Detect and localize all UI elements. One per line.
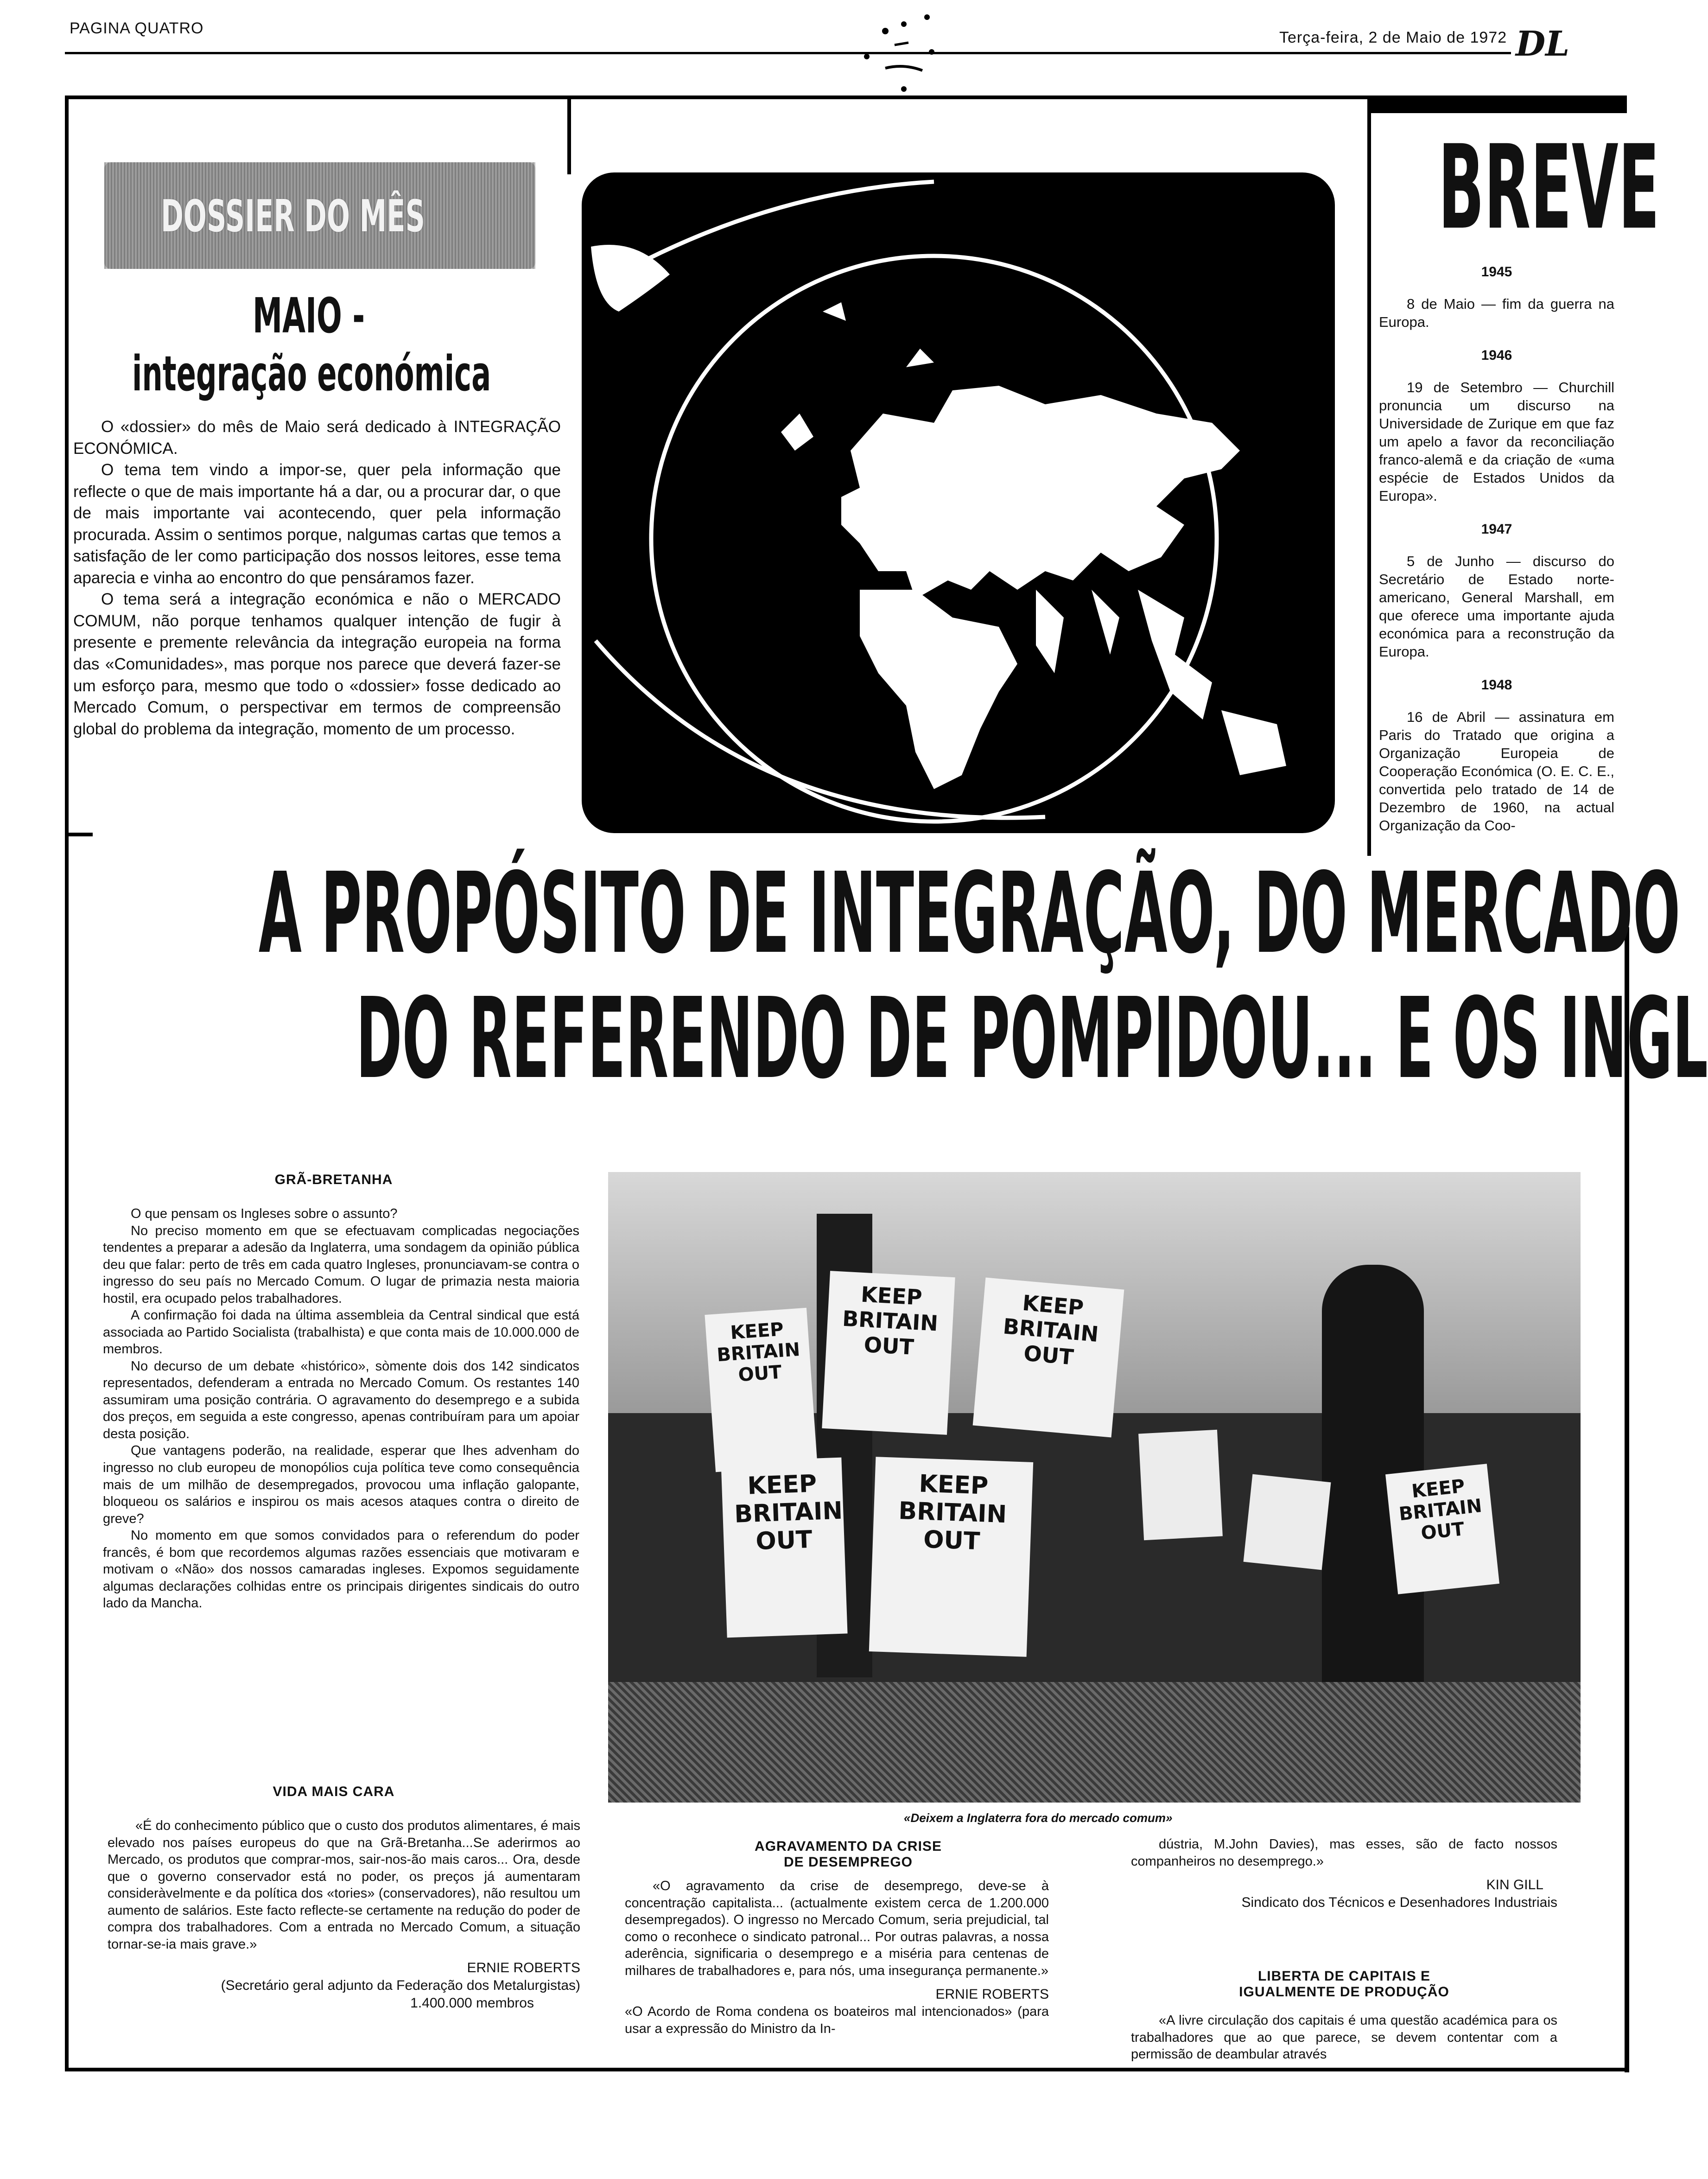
- kin-text: dústria, M.John Davies), mas esses, são de facto nossos companheiros no desemprego.»: [1131, 1837, 1557, 1869]
- vida-subhead: VIDA MAIS CARA: [273, 1784, 395, 1799]
- agrav-subhead-line1: AGRAVAMENTO DA CRISE: [755, 1839, 942, 1854]
- headline-line2: DO REFERENDO DE POMPIDOU... E OS INGL: [356, 974, 1708, 1103]
- liberdade-subhead: [1131, 1969, 1557, 2000]
- frame-top-rule: [65, 96, 1627, 99]
- vida-signature-members: 1.400.000 membros: [410, 1995, 534, 2011]
- liberdade-subhead-line2: IGUALMENTE DE PRODUÇÃO: [1239, 1984, 1449, 2000]
- newspaper-logo: DL: [1516, 24, 1570, 64]
- breve-chronology: [1379, 263, 1614, 835]
- vida-body: [108, 1817, 580, 2012]
- breve-year: 1948: [1481, 677, 1512, 693]
- protest-sign: KEEP BRITAIN OUT: [973, 1278, 1124, 1438]
- breve-title-bar: [1371, 99, 1660, 255]
- page-header: [0, 0, 1632, 64]
- breve-year: 1947: [1481, 522, 1512, 537]
- liberdade-subhead-line1: LIBERTA DE CAPITAIS E: [1257, 1969, 1431, 1984]
- breve-year: 1946: [1481, 347, 1512, 363]
- frame-left-rule: [65, 96, 69, 2071]
- protest-sign: KEEP BRITAIN OUT: [1385, 1464, 1499, 1594]
- globe-illustration: [582, 172, 1335, 833]
- protest-photo: [608, 1172, 1581, 1803]
- gb-paragraph: No momento em que somos convidados para o referendum do poder francês, é bom que recordemos algumas razões essenciais que motivaram e motivam o «Não» dos nossos camaradas ingleses. Expomos seguidamente algumas declarações colhidas entre os principais dirigentes sindicais do outro lado da Mancha.: [103, 1528, 579, 1611]
- gb-paragraph: No preciso momento em que se efectuavam complicadas negociações tendentes a preparar a adesão da Inglaterra, uma sondagem da opinião pública deu que falar: perto de três em cada quatro Ingleses, pronunciavam-se contra o ingresso do seu país no Mercado Comum. O lugar de primazia nesta maioria hostil, era ocupado pelos trabalhadores.: [103, 1223, 579, 1306]
- liberdade-body: [1131, 2012, 1557, 2063]
- agrav-subhead: [626, 1839, 1071, 1870]
- page-label: PAGINA QUATRO: [70, 19, 204, 37]
- agrav-text: «O agravamento da crise de desemprego, deve-se à concentração capitalista... (actualmente existem cerca de 1.200.000 desempregados). O ingresso no Mercado Comum, seria prejudicial, tal como o reconhece o sindicato patronal... Por outras palavras, a nossa aderência, significaria o desemprego e a miséria para centenas de milhares de trabalhadores e, para nós, uma insegurança permanente.»: [625, 1879, 1049, 1978]
- gb-paragraph: Que vantagens poderão, na realidade, esperar que lhes advenham do ingresso no club europeu de monopólios cuja política teve como consequência mais de um milhão de desempregados, provocou uma inflação galopante, bloqueou os salários e inspirou os mais acesos ataques contra o direito de greve?: [103, 1443, 579, 1526]
- kin-signature: KIN GILL: [1486, 1877, 1543, 1893]
- header-ornament: [857, 10, 941, 80]
- headline-line1: A PROPÓSITO DE INTEGRAÇÃO, DO MERCADO: [259, 848, 1681, 978]
- gb-body: [103, 1205, 579, 1612]
- dossier-title-line1: MAIO -: [253, 287, 365, 344]
- protest-sign: KEEP BRITAIN OUT: [822, 1271, 955, 1435]
- dossier-title: [74, 287, 565, 408]
- dossier-paragraph: O tema tem vindo a impor-se, quer pela informação que reflecte o que de mais importante há a dar, ou a procurar dar, o que de mais importante vai acontecendo, quer pela informação procurada. Assim o sentimos porque, nalgumas cartas que temos a satisfação de ler como participação dos nossos leitores, esse tema aparecia e vinha ao encontro do que pensáramos fazer.: [73, 461, 561, 587]
- agrav-text-continued: «O Acordo de Roma condena os boateiros mal intencionados» (para usar a expressão do Ministro da In-: [625, 2004, 1049, 2036]
- dossier-body: [73, 416, 561, 740]
- protest-sign: KEEP BRITAIN OUT: [721, 1458, 847, 1638]
- main-headline: [69, 848, 1708, 1108]
- column-rule-left: [567, 96, 571, 174]
- breve-year: 1945: [1481, 264, 1512, 280]
- dossier-paragraph: O tema será a integração económica e não o MERCADO COMUM, não porque tenhamos qualquer intenção de fugir à presente e premente relevância da integração europeia na forma das «Comunidades», mas porque nos parece que deverá fazer-se um esforço para, mesmo que todo o «dossier» fosse dedicado ao Mercado Comum, o perspectivar em termos de compreensão global do problema da integração, momento de um processo.: [73, 590, 561, 738]
- breve-entry: 19 de Setembro — Churchill pronuncia um discurso na Universidade de Zurique em que faz um apelo a favor da reconciliação franco-alemã e da criação de «uma espécie de Estados Unidos da Europa».: [1379, 379, 1614, 504]
- liberdade-text: «A livre circulação dos capitais é uma questão académica para os trabalhadores que ao que parece, se devem contentar com a permissão de deambular através: [1131, 2013, 1557, 2062]
- protest-sign: KEEP BRITAIN OUT: [869, 1457, 1033, 1657]
- gb-paragraph: O que pensam os Ingleses sobre o assunto?: [131, 1206, 398, 1221]
- section-rule: [65, 833, 93, 836]
- agrav-signature: ERNIE ROBERTS: [935, 1987, 1049, 2002]
- agrav-body: [625, 1878, 1049, 2037]
- agrav-subhead-line2: DE DESEMPREGO: [783, 1854, 913, 1870]
- issue-date: Terça-feira, 2 de Maio de 1972: [1279, 29, 1507, 46]
- breve-entry: 8 de Maio — fim da guerra na Europa.: [1379, 295, 1614, 330]
- vida-signature-role: (Secretário geral adjunto da Federação dos Metalurgistas): [221, 1978, 580, 1994]
- gb-paragraph: A confirmação foi dada na última assembleia da Central sindical que está associada ao Partido Socialista (trabalhista) e que conta mais de 10.000.000 de membros.: [103, 1308, 579, 1357]
- gb-paragraph: No decurso de um debate «histórico», sòmente dois dos 142 sindicatos representados, defenderam a entrada no Mercado Comum. Os restantes 140 assumiram uma posição contrária. O agravamento do desemprego e a subida dos preços, em seguida a este congresso, apenas contribuíram para um apoiar desta posição.: [103, 1358, 579, 1441]
- dossier-title-line2: integração económica: [132, 345, 491, 402]
- dossier-badge: [104, 162, 535, 269]
- column-rule-right: [1367, 96, 1371, 856]
- dossier-badge-label: DOSSIER DO MÊS: [161, 191, 425, 242]
- breve-title: BREVE: [1438, 120, 1660, 255]
- dossier-paragraph: O «dossier» do mês de Maio será dedicado à INTEGRAÇÃO ECONÓMICA.: [73, 418, 561, 458]
- kin-body: [1131, 1836, 1557, 1911]
- vida-text: «É do conhecimento público que o custo dos produtos alimentares, é mais elevado nos países europeus do que na Grã-Bretanha...Se aderirmos ao Mercado, os produtos que comprar-mos, sair-nos-ão mais caros... Ora, desde que o governo conservador está no poder, os preços já aumentaram consideràvelmente e da política dos «tories» (conservadores), não resultou um aumento de salários. Este facto reflecte-se certamente na redução do poder de compra dos trabalhadores. Com a entrada no Mercado Comum, a situação tornar-se-ia mais grave.»: [108, 1818, 580, 1952]
- header-rule: [65, 52, 1511, 54]
- gb-subhead: GRÃ-BRETANHA: [274, 1172, 393, 1187]
- breve-entry: 16 de Abril — assinatura em Paris do Tratado que origina a Organização Europeia de Cooperação Económica (O. E. C. E., convertida pelo tratado de 14 de Dezembro de 1960, na actual Organização da Coo-: [1379, 708, 1614, 834]
- vida-signature: ERNIE ROBERTS: [467, 1960, 580, 1976]
- frame-bottom-rule: [65, 2068, 1627, 2071]
- protest-sign: KEEP BRITAIN OUT: [705, 1308, 817, 1472]
- kin-signature-role: Sindicato dos Técnicos e Desenhadores Industriais: [1241, 1894, 1557, 1910]
- breve-entry: 5 de Junho — discurso do Secretário de Estado norte-americano, General Marshall, em que oferece uma importante ajuda económica para a reconstrução da Europa.: [1379, 553, 1614, 660]
- photo-caption: «Deixem a Inglaterra fora do mercado comum»: [904, 1811, 1173, 1825]
